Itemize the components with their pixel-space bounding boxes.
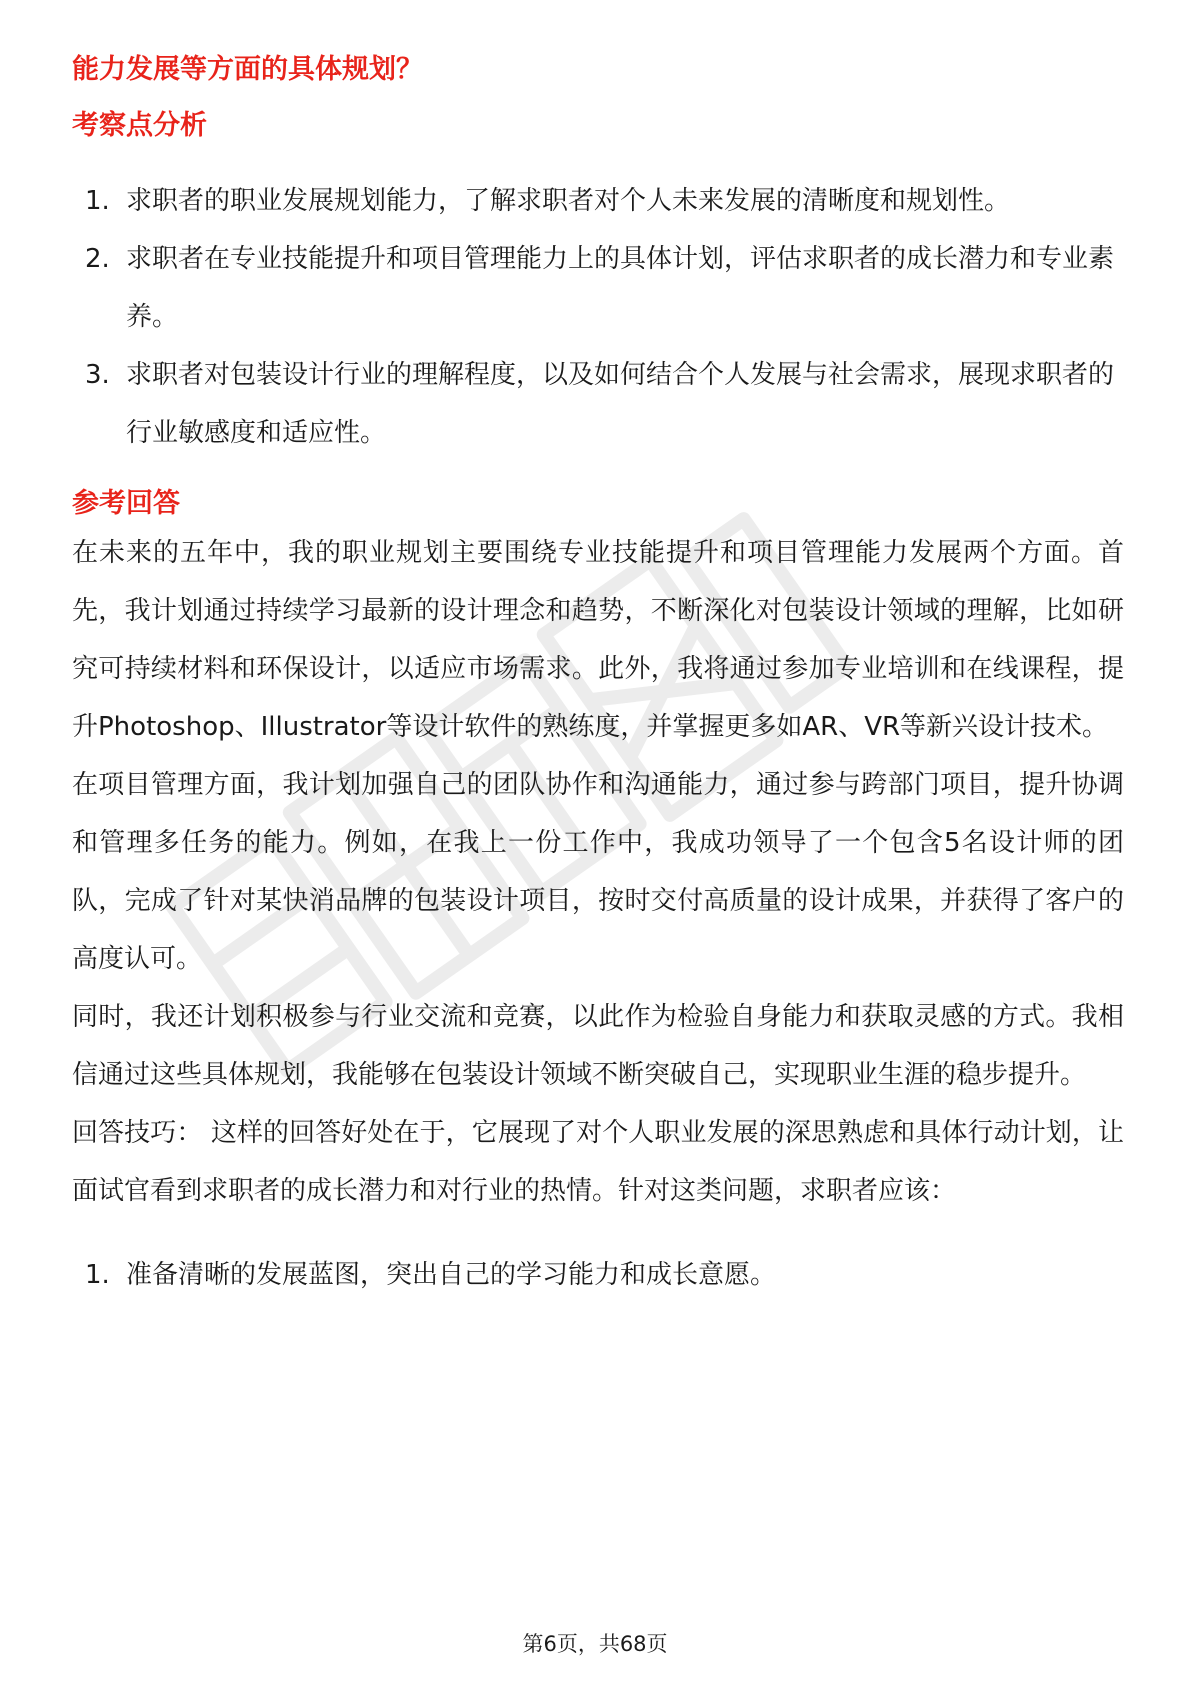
answer-heading: 参考回答 (72, 488, 180, 519)
list-number: 3. (85, 360, 110, 390)
tips-item (72, 1246, 1124, 1304)
answer-tips-paragraph: 回答技巧： 这样的回答好处在于，它展现了对个人职业发展的深思熟虑和具体行动计划，让面试官看到求职者的成长潜力和对行业的热情。针对这类问题，求职者应该： (72, 1118, 1124, 1206)
analysis-list (72, 172, 1124, 462)
tips-item-text: 准备清晰的发展蓝图，突出自己的学习能力和成长意愿。 (126, 1260, 777, 1290)
list-number: 1. (85, 186, 110, 216)
analysis-item (72, 172, 1124, 230)
analysis-item-text: 求职者在专业技能提升和项目管理能力上的具体计划，评估求职者的成长潜力和专业素养。 (126, 244, 1115, 332)
answer-paragraph: 同时，我还计划积极参与行业交流和竞赛，以此作为检验自身能力和获取灵感的方式。我相信通过这些具体规划，我能够在包装设计领域不断突破自己，实现职业生涯的稳步提升。 (72, 1002, 1124, 1090)
answer-paragraph: 在未来的五年中，我的职业规划主要围绕专业技能提升和项目管理能力发展两个方面。首先，我计划通过持续学习最新的设计理念和趋势，不断深化对包装设计领域的理解，比如研究可持续材料和环保设计，以适应市场需求。此外，我将通过参加专业培训和在线课程，提升Photoshop、Illustrator等设计软件的熟练度，并掌握更多如AR、VR等新兴设计技术。 (72, 538, 1124, 742)
list-number: 2. (85, 244, 110, 274)
list-number: 1. (85, 1260, 110, 1290)
analysis-item-text: 求职者的职业发展规划能力，了解求职者对个人未来发展的清晰度和规划性。 (126, 186, 1011, 216)
question-heading: 能力发展等方面的具体规划？ (72, 54, 423, 85)
analysis-heading: 考察点分析 (72, 110, 207, 141)
tips-list (72, 1246, 1124, 1304)
document-page (72, 46, 1124, 1304)
page-footer: 第6页，共68页 (522, 1632, 668, 1656)
analysis-item (72, 230, 1124, 346)
analysis-item-text: 求职者对包装设计行业的理解程度，以及如何结合个人发展与社会需求，展现求职者的行业敏感度和适应性。 (126, 360, 1115, 448)
analysis-item (72, 346, 1124, 462)
answer-paragraph: 在项目管理方面，我计划加强自己的团队协作和沟通能力，通过参与跨部门项目，提升协调和管理多任务的能力。例如，在我上一份工作中，我成功领导了一个包含5名设计师的团队，完成了针对某快消品牌的包装设计项目，按时交付高质量的设计成果，并获得了客户的高度认可。 (72, 770, 1124, 974)
